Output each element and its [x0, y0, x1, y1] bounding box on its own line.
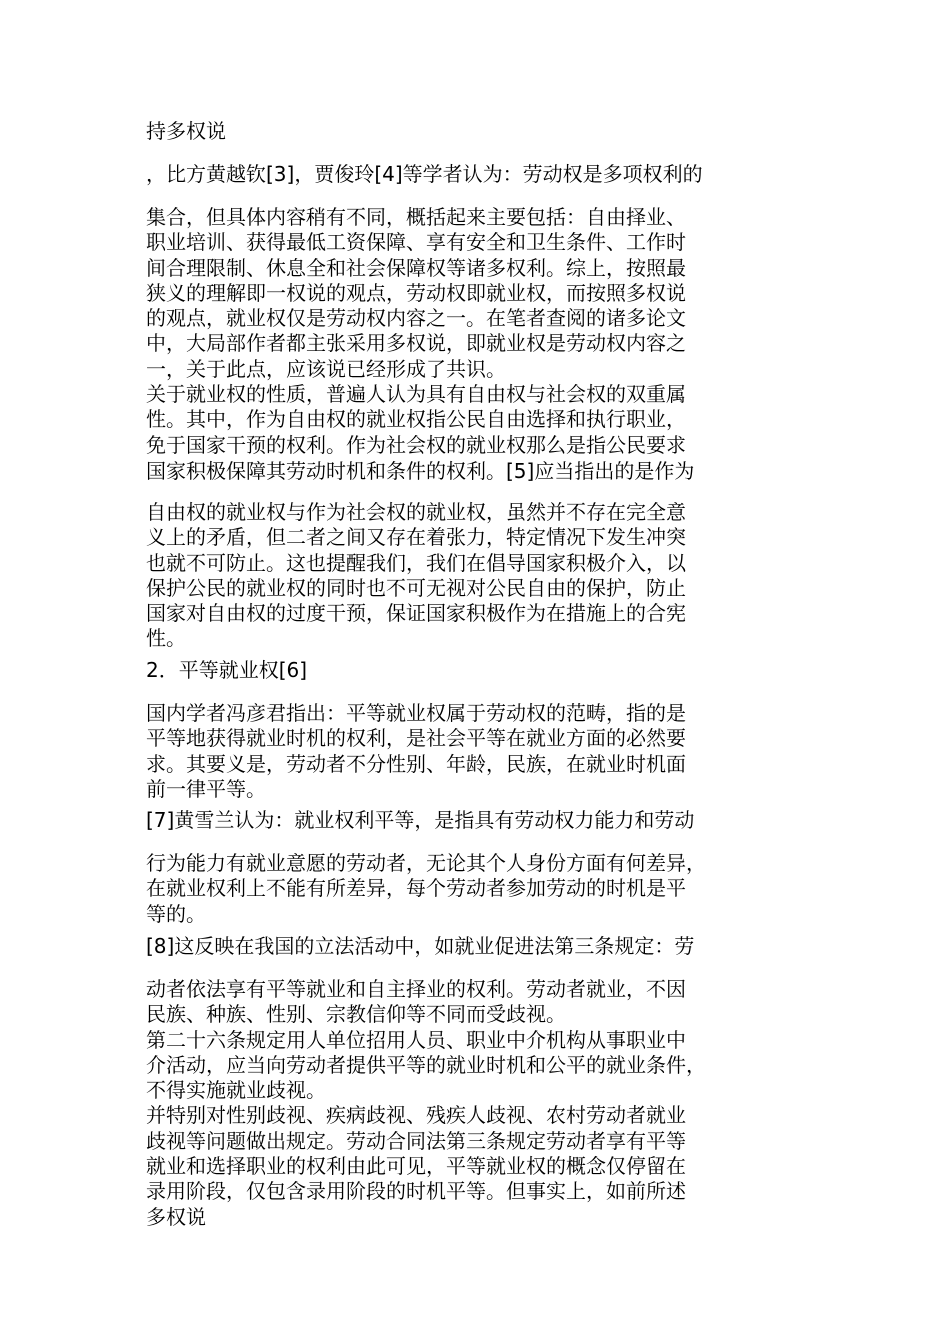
text-line: 民族、种族、性别、宗教信仰等不同而受歧视。	[146, 1002, 566, 1027]
text-line: 的观点，就业权仅是劳动权内容之一。在笔者查阅的诸多论文	[146, 306, 686, 331]
text-line: 职业培训、获得最低工资保障、享有安全和卫生条件、工作时	[146, 230, 686, 255]
text-line: 性。其中，作为自由权的就业权指公民自由选择和执行职业，	[146, 407, 686, 432]
paragraph-rights-collection	[146, 205, 806, 458]
text-line: 不得实施就业歧视。	[146, 1078, 326, 1103]
paragraph-state-guarantee	[146, 459, 806, 484]
paragraph-laws	[146, 977, 806, 1230]
text-line: 第二十六条规定用人单位招用人员、职业中介机构从事职业中	[146, 1027, 686, 1052]
text-line: 录用阶段，仅包含录用阶段的时机平等。但事实上，如前所述	[146, 1179, 686, 1204]
text-line: 中，大局部作者都主张采用多权说，即就业权是劳动权内容之	[146, 331, 686, 356]
text-line: 国内学者冯彦君指出：平等就业权属于劳动权的范畴，指的是	[146, 701, 686, 725]
text-line: 国家积极保障其劳动时机和条件的权利。[5]应当指出的是作为	[146, 459, 695, 483]
text-line: 保护公民的就业权的同时也不可无视对公民自由的保护，防止	[146, 575, 686, 600]
text-line: 一，关于此点，应该说已经形成了共识。	[146, 356, 506, 381]
text-line: 自由权的就业权与作为社会权的就业权，虽然并不存在完全意	[146, 500, 686, 524]
paragraph-tension	[146, 500, 806, 652]
text-line: [8]这反映在我国的立法活动中，如就业促进法第三条规定：劳	[146, 934, 695, 958]
text-line: 持多权说	[146, 119, 226, 143]
text-line: 等的。	[146, 901, 206, 926]
text-line: 免于国家干预的权利。作为社会权的就业权那么是指公民要求	[146, 432, 686, 457]
text-line: 介活动，应当向劳动者提供平等的就业时机和公平的就业条件，	[146, 1052, 706, 1077]
text-line: 歧视等问题做出规定。劳动合同法第三条规定劳动者享有平等	[146, 1128, 686, 1153]
section-heading-equal-employment	[146, 658, 806, 683]
text-line: 求。其要义是，劳动者不分性别、年龄，民族，在就业时机面	[146, 751, 686, 776]
paragraph-capacity	[146, 851, 806, 927]
text-line: 狭义的理解即一权说的观点，劳动权即就业权，而按照多权说	[146, 280, 686, 305]
text-line: 平等地获得就业时机的权利，是社会平等在就业方面的必然要	[146, 726, 686, 751]
paragraph-huang-xuelan	[146, 808, 806, 833]
text-line: 动者依法享有平等就业和自主择业的权利。劳动者就业，不因	[146, 977, 686, 1001]
text-line: 就业和选择职业的权利由此可见，平等就业权的概念仅停留在	[146, 1154, 686, 1179]
text-line: 并特别对性别歧视、疾病歧视、残疾人歧视、农村劳动者就业	[146, 1103, 686, 1128]
text-line: 国家对自由权的过度干预，保证国家积极作为在措施上的合宪	[146, 601, 686, 626]
paragraph-scholars-view	[146, 162, 806, 187]
text-line: 关于就业权的性质，普遍人认为具有自由权与社会权的双重属	[146, 382, 686, 407]
text-line: 在就业权利上不能有所差异，每个劳动者参加劳动的时机是平	[146, 876, 686, 901]
paragraph-heading-multi-rights	[146, 119, 806, 144]
text-line: 性。	[146, 626, 186, 651]
text-line: 2．平等就业权[6]	[146, 658, 308, 682]
text-line: ，比方黄越钦[3]，贾俊玲[4]等学者认为：劳动权是多项权利的	[146, 162, 703, 186]
text-line: 行为能力有就业意愿的劳动者，无论其个人身份方面有何差异，	[146, 851, 706, 875]
paragraph-feng-yanjun	[146, 701, 806, 802]
text-line: [7]黄雪兰认为：就业权利平等，是指具有劳动权力能力和劳动	[146, 808, 695, 832]
text-line: 多权说	[146, 1204, 206, 1229]
text-line: 间合理限制、休息全和社会保障权等诸多权利。综上，按照最	[146, 255, 686, 280]
text-line: 也就不可防止。这也提醒我们，我们在倡导国家积极介入，以	[146, 550, 686, 575]
paragraph-legislation	[146, 934, 806, 959]
text-line: 集合，但具体内容稍有不同，概括起来主要包括：自由择业、	[146, 205, 686, 229]
text-line: 义上的矛盾，但二者之间又存在着张力，特定情况下发生冲突	[146, 525, 686, 550]
text-line: 前一律平等。	[146, 776, 266, 801]
